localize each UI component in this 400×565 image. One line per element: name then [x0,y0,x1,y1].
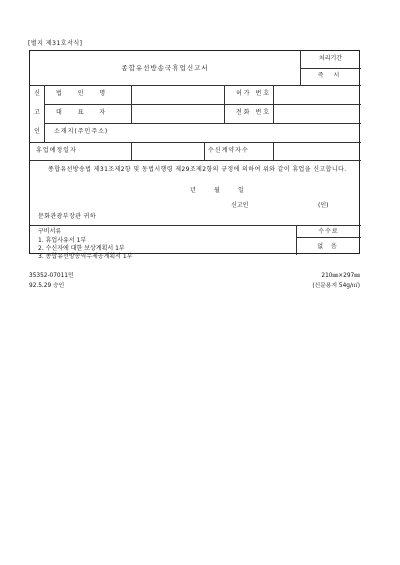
address-label: 소재지(주민주소) [54,128,109,135]
divider [30,85,361,86]
reporter-side-label: 신 [34,90,40,97]
approval-date: 92.5.29 승인 [29,283,65,289]
declaration-text: 종합유선방송법 제31조제2항 및 동법시행령 제29조제2항의 규정에 의하여 위와 같이 휴업을 신고합니다. [48,166,347,173]
divider [30,225,361,226]
divider [131,142,132,160]
fee-label: 수수료 [318,228,339,235]
form-title: 종합유선방송국휴업신고서 [121,64,209,72]
divider [30,160,361,161]
divider [30,142,361,143]
divider [273,142,274,160]
seal-mark: (인) [318,202,329,209]
divider [44,85,45,142]
permit-number-label: 허가 번호 [236,90,272,97]
divider [296,237,361,238]
planned-date-label: 휴업예정일자 [36,147,77,154]
form-number: [별지 제31호서식] [28,40,83,47]
signer-label: 신고인 [231,202,249,209]
paper-size: 210㎜×297㎜ [321,273,360,279]
corp-name-label: 법 인 명 [56,90,113,97]
attachment-item: 3. 종합유선방송역무제공계획서 1부 [38,253,133,260]
divider [44,104,361,105]
fee-value: 없 음 [317,243,340,250]
phone-number-label: 전화 번호 [236,109,272,116]
reporter-side-label: 고 [34,109,40,116]
attachments-heading: 구비서류 [38,228,62,235]
subscriber-count-label: 수신계약자수 [208,147,249,154]
representative-label: 대 표 자 [56,109,113,116]
divider [300,68,361,69]
date-day: 일 [238,187,244,194]
report-form [29,50,360,260]
form-code: 35352-07011민 [29,273,74,279]
divider [204,142,205,160]
divider [44,123,361,124]
processing-label: 처리기간 [318,55,343,62]
addressee: 문화관광부장관 귀하 [38,213,97,220]
paper-spec: (신문용지 54g/㎡) [312,283,360,289]
reporter-side-label: 인 [34,128,40,135]
attachment-item: 1. 휴업사유서 1부 [38,237,87,244]
processing-value: 즉 시 [317,72,344,79]
date-year: 년 [190,187,196,194]
date-month: 월 [214,187,220,194]
attachment-item: 2. 수신자에 대한 보상계획서 1부 [38,245,125,252]
